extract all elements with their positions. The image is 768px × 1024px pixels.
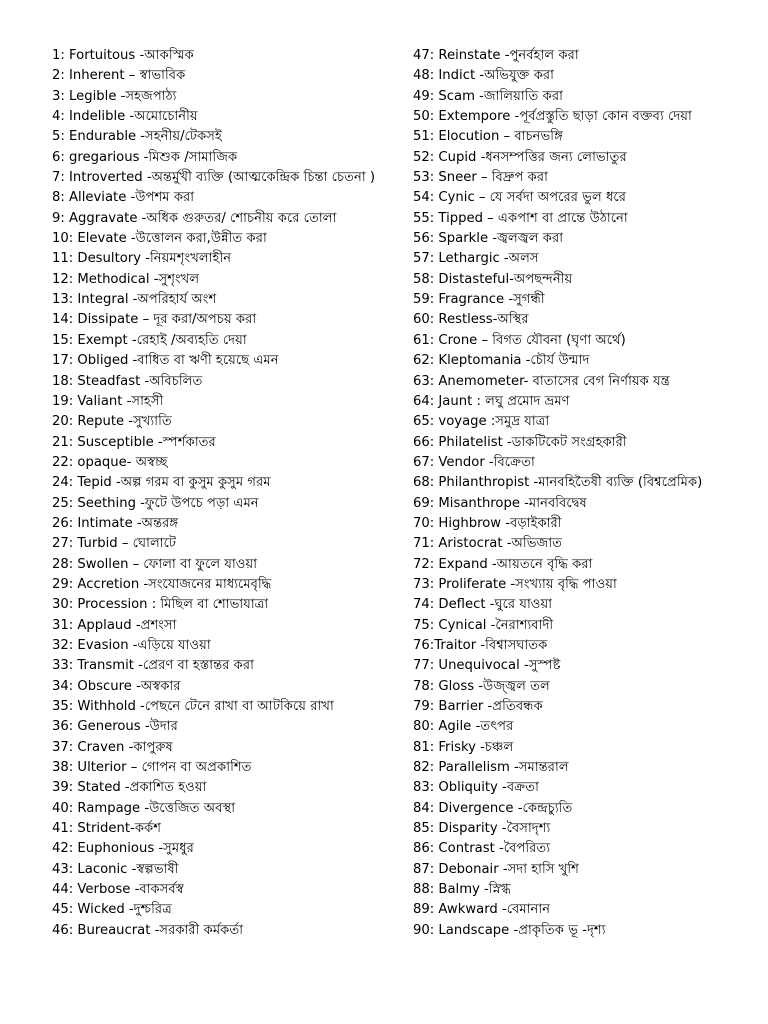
vocab-entry: 75: Cynical -নৈরাশ্যবাদী <box>413 617 554 633</box>
vocab-entry: 39: Stated -প্রকাশিত হওয়া <box>52 780 207 796</box>
vocab-entry: 90: Landscape -প্রাকৃতিক ভূ -দৃশ্য <box>413 922 606 938</box>
vocab-entry: 69: Misanthrope -মানববিদ্বেষ <box>413 495 587 511</box>
vocab-entry: 35: Withhold -পেছনে টেনে রাখা বা আটকিয়ে রাখা <box>52 699 334 714</box>
vocab-entry: 37: Craven -কাপুরুষ <box>52 739 173 755</box>
vocabulary-list-right <box>413 46 753 941</box>
vocab-entry: 71: Aristocrat -অভিজাত <box>413 536 563 552</box>
vocab-entry: 5: Endurable -সহনীয়/টেকসই <box>52 129 222 145</box>
vocab-entry: 13: Integral -অপরিহার্য অংশ <box>52 292 217 308</box>
vocab-entry: 8: Alleviate -উপশম করা <box>52 190 195 206</box>
vocab-entry: 27: Turbid – ঘোলাটে <box>52 536 177 552</box>
vocab-entry: 3: Legible -সহজপাঠ্য <box>52 88 177 104</box>
vocab-entry: 15: Exempt -রেহাই /অব্যহতি দেয়া <box>52 332 247 348</box>
vocab-entry: 62: Kleptomania -চৌর্য উন্মাদ <box>413 353 590 369</box>
vocab-entry: 14: Dissipate – দূর করা/অপচয় করা <box>52 312 257 328</box>
vocab-entry: 36: Generous -উদার <box>52 719 178 735</box>
vocab-entry: 84: Divergence -কেন্দ্রচ্যুতি <box>413 800 573 816</box>
vocab-entry: 63: Anemometer- বাতাসের বেগ নির্ণায়ক যন্ত্র <box>413 373 670 389</box>
vocab-entry: 43: Laconic -স্বল্পভাষী <box>52 861 179 877</box>
vocab-entry: 7: Introverted -অন্তর্মুখী ব্যক্তি (আত্মকেন্দ্রিক চিন্তা চেতনা ) <box>52 170 375 186</box>
vocab-entry: 11: Desultory -নিয়মশৃংখলাহীন <box>52 251 232 267</box>
vocab-entry: 1: Fortuitous -আকস্মিক <box>52 48 194 63</box>
vocab-entry: 66: Philatelist -ডাকটিকেট সংগ্রহকারী <box>413 434 627 450</box>
vocab-entry: 49: Scam -জালিয়াতি করা <box>413 88 563 104</box>
vocab-entry: 33: Transmit -প্রেরণ বা হস্তান্তর করা <box>52 658 254 674</box>
vocab-entry: 47: Reinstate -পুনর্বহাল করা <box>413 48 579 63</box>
vocab-entry: 73: Proliferate -সংখ্যায় বৃদ্ধি পাওয়া <box>413 576 617 592</box>
vocab-entry: 82: Parallelism -সমান্তরাল <box>413 760 569 776</box>
vocab-entry: 50: Extempore -পূর্বপ্রস্তুতি ছাড়া কোন বক্তব্য দেয়া <box>413 109 692 125</box>
vocab-entry: 4: Indelible -অমোচোনীয় <box>52 109 198 125</box>
vocab-entry: 34: Obscure -অস্বকার <box>52 678 181 694</box>
vocab-entry: 28: Swollen – ফোলা বা ফুলে যাওয়া <box>52 556 258 572</box>
vocab-entry: 54: Cynic – যে সর্বদা অপরের ভুল ধরে <box>413 190 626 206</box>
vocab-entry: 51: Elocution – বাচনভঙ্গি <box>413 129 563 145</box>
vocab-entry: 64: Jaunt : লঘু প্রমোদ ভ্রমণ <box>413 393 570 409</box>
vocab-entry: 68: Philanthropist -মানবহিতৈষী ব্যক্তি (বিশ্বপ্রেমিক) <box>413 475 703 491</box>
vocab-entry: 52: Cupid -ধনসম্পত্তির জন্য লোভাতুর <box>413 149 627 165</box>
vocab-entry: 24: Tepid -অল্প গরম বা কুসুম কুসুম গরম <box>52 475 271 491</box>
vocab-entry: 42: Euphonious -সুমধুর <box>52 841 194 857</box>
vocab-entry: 30: Procession : মিছিল বা শোভাযাত্রা <box>52 597 269 613</box>
vocab-entry: 44: Verbose -বাকসর্বস্ব <box>52 882 184 898</box>
vocab-entry: 10: Elevate -উত্তোলন করা,উন্নীত করা <box>52 231 267 247</box>
vocab-entry: 86: Contrast -বৈপরিত্য <box>413 841 551 857</box>
vocab-entry: 53: Sneer – বিদ্রুপ করা <box>413 170 548 186</box>
vocab-entry: 85: Disparity -বৈসাদৃশ্য <box>413 821 551 837</box>
vocab-entry: 61: Crone – বিগত যৌবনা (ঘৃণা অর্থে) <box>413 332 626 348</box>
vocab-entry: 46: Bureaucrat -সরকারী কর্মকর্তা <box>52 922 244 938</box>
vocab-entry: 20: Repute -সুখ্যাতি <box>52 414 172 430</box>
vocab-entry: 65: voyage :সমুদ্র যাত্রা <box>413 414 550 430</box>
vocab-entry: 48: Indict -অভিযুক্ত করা <box>413 68 554 84</box>
vocab-entry: 87: Debonair -সদা হাসি খুশি <box>413 861 579 877</box>
vocab-entry: 25: Seething -ফুটে উপচে পড়া এমন <box>52 495 259 511</box>
vocab-entry: 88: Balmy -স্নিগ্ধ <box>413 882 511 898</box>
vocab-entry: 41: Strident-কর্কশ <box>52 821 162 837</box>
vocab-entry: 2: Inherent – স্বাভাবিক <box>52 68 186 84</box>
vocab-entry: 17: Obliged -বাধিত বা ঋণী হয়েছে এমন <box>52 353 279 369</box>
vocab-entry: 80: Agile -তৎপর <box>413 719 514 735</box>
vocab-entry: 18: Steadfast -অবিচলিত <box>52 373 203 389</box>
vocab-entry: 60: Restless-অস্থির <box>413 312 529 328</box>
vocab-entry: 21: Susceptible -স্পর্শকাতর <box>52 434 216 450</box>
vocab-entry: 83: Obliquity -বক্রতা <box>413 780 539 796</box>
vocab-entry: 29: Accretion -সংযোজনের মাধ্যমেবৃদ্ধি <box>52 576 272 592</box>
vocab-entry: 70: Highbrow -বড়াইকারী <box>413 515 562 531</box>
vocab-entry: 12: Methodical -সুশৃংখল <box>52 271 200 287</box>
vocabulary-list-left <box>52 46 392 941</box>
vocab-entry: 77: Unequivocal -সুস্পষ্ট <box>413 658 561 674</box>
vocab-entry: 55: Tipped – একপাশ বা প্রান্তে উঠানো <box>413 210 628 226</box>
vocab-entry: 19: Valiant -সাহসী <box>52 393 164 409</box>
vocab-entry: 38: Ulterior – গোপন বা অপ্রকাশিত <box>52 760 252 776</box>
vocab-entry: 57: Lethargic -অলস <box>413 251 539 267</box>
vocab-entry: 45: Wicked -দুশ্চরিত্র <box>52 902 172 918</box>
vocab-entry: 78: Gloss -উজ্জ্বল তল <box>413 678 550 694</box>
vocab-entry: 56: Sparkle -জ্বলজ্বল করা <box>413 231 564 247</box>
vocab-entry: 22: opaque- অস্বচ্ছ <box>52 454 168 470</box>
vocab-entry: 81: Frisky -চঞ্চল <box>413 739 514 755</box>
vocab-entry: 58: Distasteful-অপছন্দনীয় <box>413 271 573 287</box>
vocab-entry: 79: Barrier -প্রতিবন্ধক <box>413 699 543 714</box>
vocab-entry: 72: Expand -আয়তনে বৃদ্ধি করা <box>413 556 593 572</box>
vocab-entry: 74: Deflect -ঘুরে যাওয়া <box>413 597 553 613</box>
vocab-entry: 6: gregarious -মিশুক /সামাজিক <box>52 149 238 165</box>
vocab-entry: 89: Awkward -বেমানান <box>413 902 551 918</box>
vocab-entry: 31: Applaud -প্রশংসা <box>52 617 177 633</box>
vocab-entry: 59: Fragrance -সুগন্ধী <box>413 292 545 308</box>
vocab-entry: 67: Vendor -বিক্রেতা <box>413 454 535 470</box>
vocab-entry: 9: Aggravate -অধিক গুরুতর/ শোচনীয় করে তোলা <box>52 210 337 226</box>
vocab-entry: 40: Rampage -উত্তেজিত অবস্থা <box>52 800 236 816</box>
vocab-entry: 32: Evasion -এড়িয়ে যাওয়া <box>52 637 211 653</box>
vocab-entry: 76:Traitor -বিশ্বাসঘাতক <box>413 637 548 653</box>
vocab-entry: 26: Intimate -অন্তরঙ্গ <box>52 515 179 531</box>
